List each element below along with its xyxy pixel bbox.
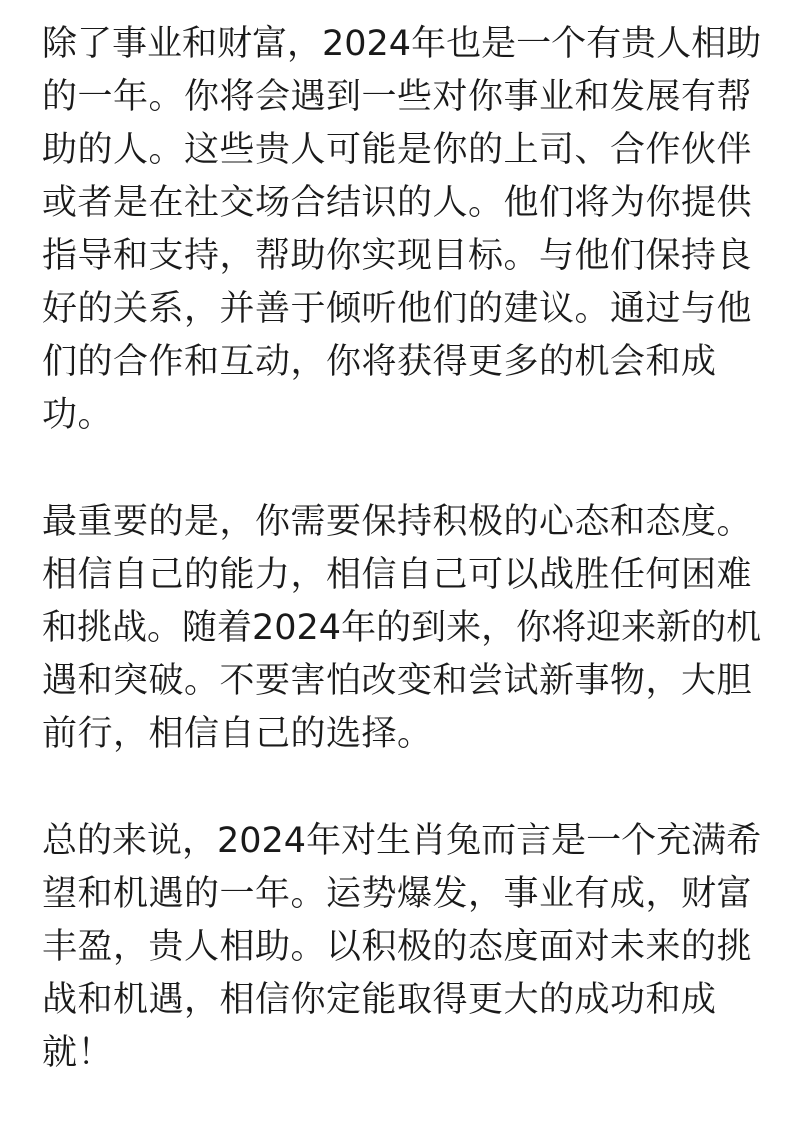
text-line: 的一年。你将会遇到一些对你事业和发展有帮 — [42, 77, 753, 117]
text-line: 和挑战。随着2024年的到来，你将迎来新的机 — [42, 608, 762, 648]
text-line: 遇和突破。不要害怕改变和尝试新事物，大胆 — [42, 661, 753, 701]
text-line: 丰盈，贵人相助。以积极的态度面对未来的挑 — [42, 927, 753, 967]
paragraph-mindset — [42, 496, 764, 761]
text-line: 们的合作和互动，你将获得更多的机会和成 — [42, 342, 717, 382]
text-line: 前行，相信自己的选择。 — [42, 714, 433, 754]
text-line: 除了事业和财富，2024年也是一个有贵人相助 — [42, 24, 762, 64]
text-line: 助的人。这些贵人可能是你的上司、合作伙伴 — [42, 130, 753, 170]
text-line: 或者是在社交场合结识的人。他们将为你提供 — [42, 183, 753, 223]
text-line: 指导和支持，帮助你实现目标。与他们保持良 — [42, 236, 753, 276]
text-line: 好的关系，并善于倾听他们的建议。通过与他 — [42, 289, 753, 329]
article-body — [42, 18, 764, 1134]
text-line: 最重要的是，你需要保持积极的心态和态度。 — [42, 502, 753, 542]
text-line: 相信自己的能力，相信自己可以战胜任何困难 — [42, 555, 753, 595]
text-line: 总的来说，2024年对生肖兔而言是一个充满希 — [42, 821, 762, 861]
text-line: 望和机遇的一年。运势爆发，事业有成，财富 — [42, 874, 753, 914]
paragraph-benefactors — [42, 18, 764, 442]
text-line: 战和机遇，相信你定能取得更大的成功和成 — [42, 980, 717, 1020]
paragraph-summary — [42, 815, 764, 1080]
text-line: 功。 — [42, 395, 114, 435]
text-line: 就！ — [42, 1033, 114, 1073]
